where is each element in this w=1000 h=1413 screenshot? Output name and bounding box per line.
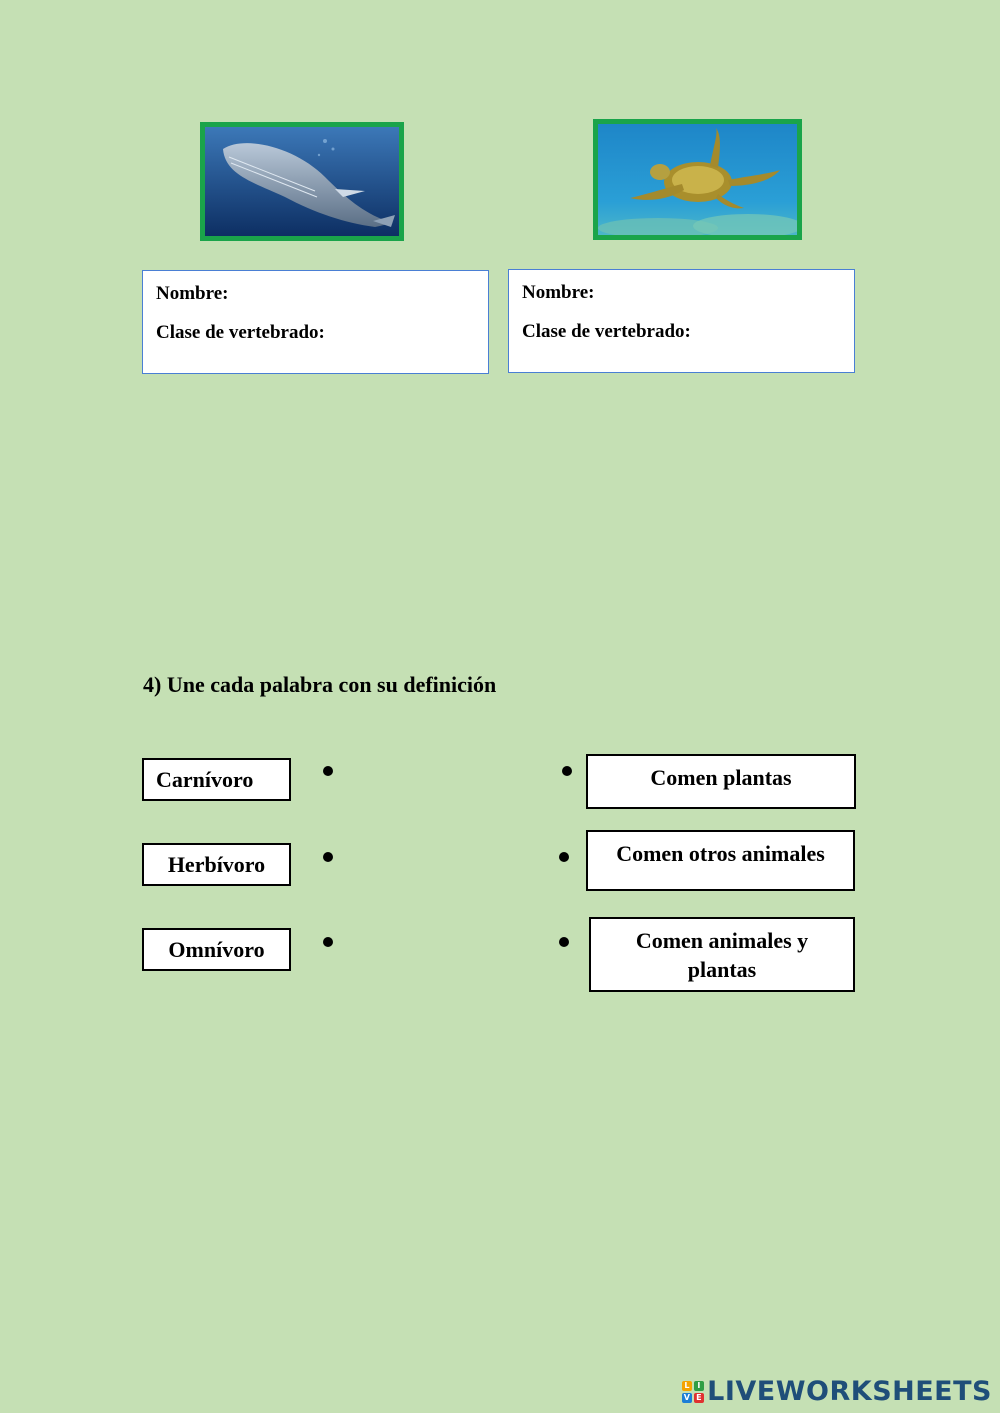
logo-mark-letter: I — [694, 1381, 704, 1391]
word-herbivoro: Herbívoro — [142, 843, 291, 886]
vertebrate-class-label: Clase de vertebrado: — [522, 321, 691, 342]
name-label: Nombre: — [522, 282, 595, 303]
word-dot-omnivoro[interactable] — [323, 937, 333, 947]
word-dot-carnivoro[interactable] — [323, 766, 333, 776]
definition-comen-animales-y-plantas: Comen animales y plantas — [589, 917, 855, 992]
name-label: Nombre: — [156, 283, 229, 304]
definition-dot-otros-animales[interactable] — [559, 852, 569, 862]
turtle-illustration — [598, 124, 797, 235]
logo-mark-letter: V — [683, 1392, 691, 1402]
logo-text: LIVEWORKSHEETS — [707, 1376, 992, 1407]
whale-illustration — [205, 127, 399, 236]
turtle-image — [593, 119, 802, 240]
definition-dot-animales-y-plantas[interactable] — [559, 937, 569, 947]
turtle-info-box — [508, 269, 855, 373]
whale-info-box — [142, 270, 489, 374]
word-carnivoro: Carnívoro — [142, 758, 291, 801]
word-dot-herbivoro[interactable] — [323, 852, 333, 862]
liveworksheets-mark-icon — [682, 1381, 704, 1403]
logo-mark-letter: L — [682, 1381, 692, 1391]
definition-comen-otros-animales: Comen otros animales — [586, 830, 855, 891]
definition-dot-plantas[interactable] — [562, 766, 572, 776]
word-omnivoro: Omnívoro — [142, 928, 291, 971]
vertebrate-class-label: Clase de vertebrado: — [156, 322, 325, 343]
logo-mark-letter: E — [694, 1393, 704, 1403]
definition-comen-plantas: Comen plantas — [586, 754, 856, 809]
whale-image — [200, 122, 404, 241]
exercise-title: 4) Une cada palabra con su definición — [143, 672, 497, 697]
liveworksheets-logo — [682, 1376, 992, 1407]
